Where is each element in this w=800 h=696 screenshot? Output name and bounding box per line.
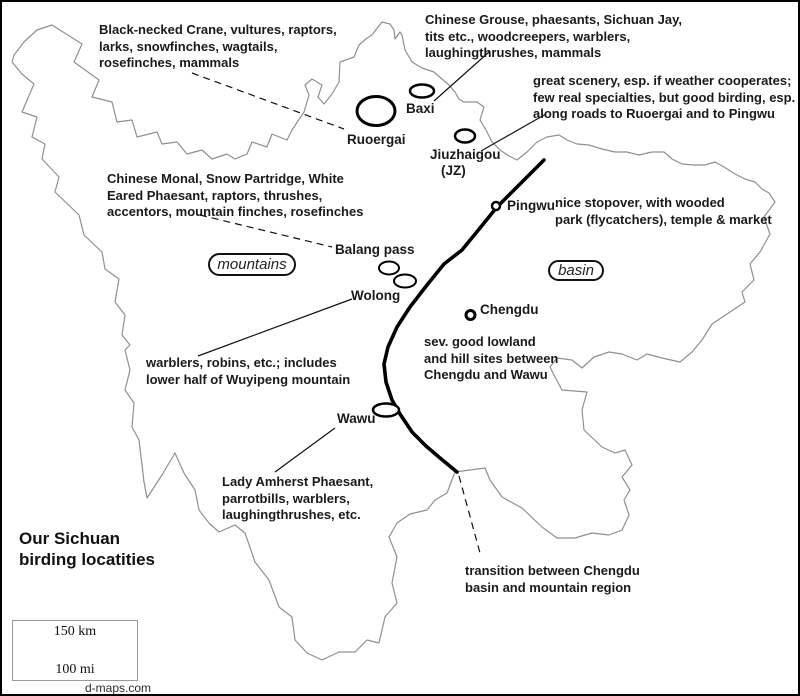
label-baxi: Baxi: [406, 101, 435, 116]
pointer-wawu-note: [275, 428, 335, 472]
label-chengdu: Chengdu: [480, 302, 539, 317]
label-jiuzhaigou: Jiuzhaigou: [430, 147, 501, 162]
note-line: lower half of Wuyipeng mountain: [146, 371, 351, 387]
note-line: Eared Phaesant, raptors, thrushes,: [107, 187, 323, 203]
region-label-text: basin: [558, 262, 594, 279]
note-line: nice stopover, with wooded: [555, 195, 725, 210]
note-line: few real specialties, but good birding, esp.: [533, 89, 796, 105]
dmaps-watermark: d-maps.com: [85, 681, 152, 695]
jiuzhaigou-area-marker: [455, 130, 475, 143]
note-line: Chinese Monal, Snow Partridge, White: [107, 171, 344, 186]
label-balang-pass: Balang pass: [335, 242, 415, 257]
map-title: [19, 528, 155, 570]
map-title-line: Our Sichuan: [19, 529, 121, 548]
wolong-area-marker: [394, 275, 416, 288]
map-title-line: birding locatities: [19, 550, 156, 569]
note-transition-info: [465, 563, 640, 596]
note-line: rosefinches, mammals: [99, 55, 240, 70]
note-line: and hill sites between: [424, 350, 559, 366]
note-baxi-birds: [425, 12, 682, 62]
note-chengdu-info: [424, 334, 558, 384]
note-line: transition between Chengdu: [465, 563, 640, 578]
balang-pass-area-marker: [379, 262, 399, 275]
note-line: larks, snowfinches, wagtails,: [99, 38, 278, 54]
scale-km-label: 150 km: [53, 624, 97, 639]
label-wolong: Wolong: [351, 288, 401, 303]
region-label-text: mountains: [217, 256, 287, 273]
note-line: Black-necked Crane, vultures, raptors,: [99, 22, 337, 37]
note-pingwu-info: [555, 195, 772, 228]
pointer-transition-note: [459, 476, 480, 553]
note-line: Chinese Grouse, phaesants, Sichuan Jay,: [425, 12, 682, 27]
note-line: along roads to Ruoergai and to Pingwu: [533, 106, 775, 121]
note-line: accentors, mountain finches, rosefinches: [107, 204, 364, 219]
pingwu-town-marker: [492, 202, 500, 210]
note-line: parrotbills, warblers,: [222, 490, 350, 506]
note-wolong-info: [146, 355, 350, 388]
note-line: laughingthrushes, etc.: [222, 507, 361, 522]
region-label-basin: [548, 260, 604, 281]
baxi-area-marker: [410, 85, 434, 98]
label-ruoergai: Ruoergai: [347, 132, 406, 147]
chengdu-town-marker: [466, 311, 475, 320]
note-line: laughingthrushes, mammals: [425, 45, 602, 60]
pointer-wolong-note: [198, 299, 352, 356]
note-line: park (flycatchers), temple & market: [555, 211, 772, 227]
note-jiuzhaigou-info: [533, 73, 795, 123]
note-ruoergai-birds: [99, 22, 337, 72]
label-pingwu: Pingwu: [507, 198, 555, 213]
wawu-area-marker: [373, 404, 399, 417]
note-line: tits etc., woodcreepers, warblers,: [425, 28, 631, 44]
note-line: warblers, robins, etc.; includes: [146, 355, 337, 370]
ruoergai-area-marker: [357, 97, 395, 126]
note-line: basin and mountain region: [465, 579, 632, 595]
note-wawu-birds: [222, 474, 373, 524]
note-line: Chengdu and Wawu: [424, 367, 548, 382]
scale-mi-label: 100 mi: [55, 662, 95, 677]
label-wawu: Wawu: [337, 411, 376, 426]
note-line: Lady Amherst Phaesant,: [222, 474, 374, 489]
note-balang-birds: [107, 171, 363, 221]
label-jiuzhaigou-abbr: (JZ): [441, 163, 466, 178]
note-line: great scenery, esp. if weather cooperates;: [533, 73, 792, 88]
region-label-mountains: [208, 253, 296, 276]
note-line: sev. good lowland: [424, 334, 536, 349]
